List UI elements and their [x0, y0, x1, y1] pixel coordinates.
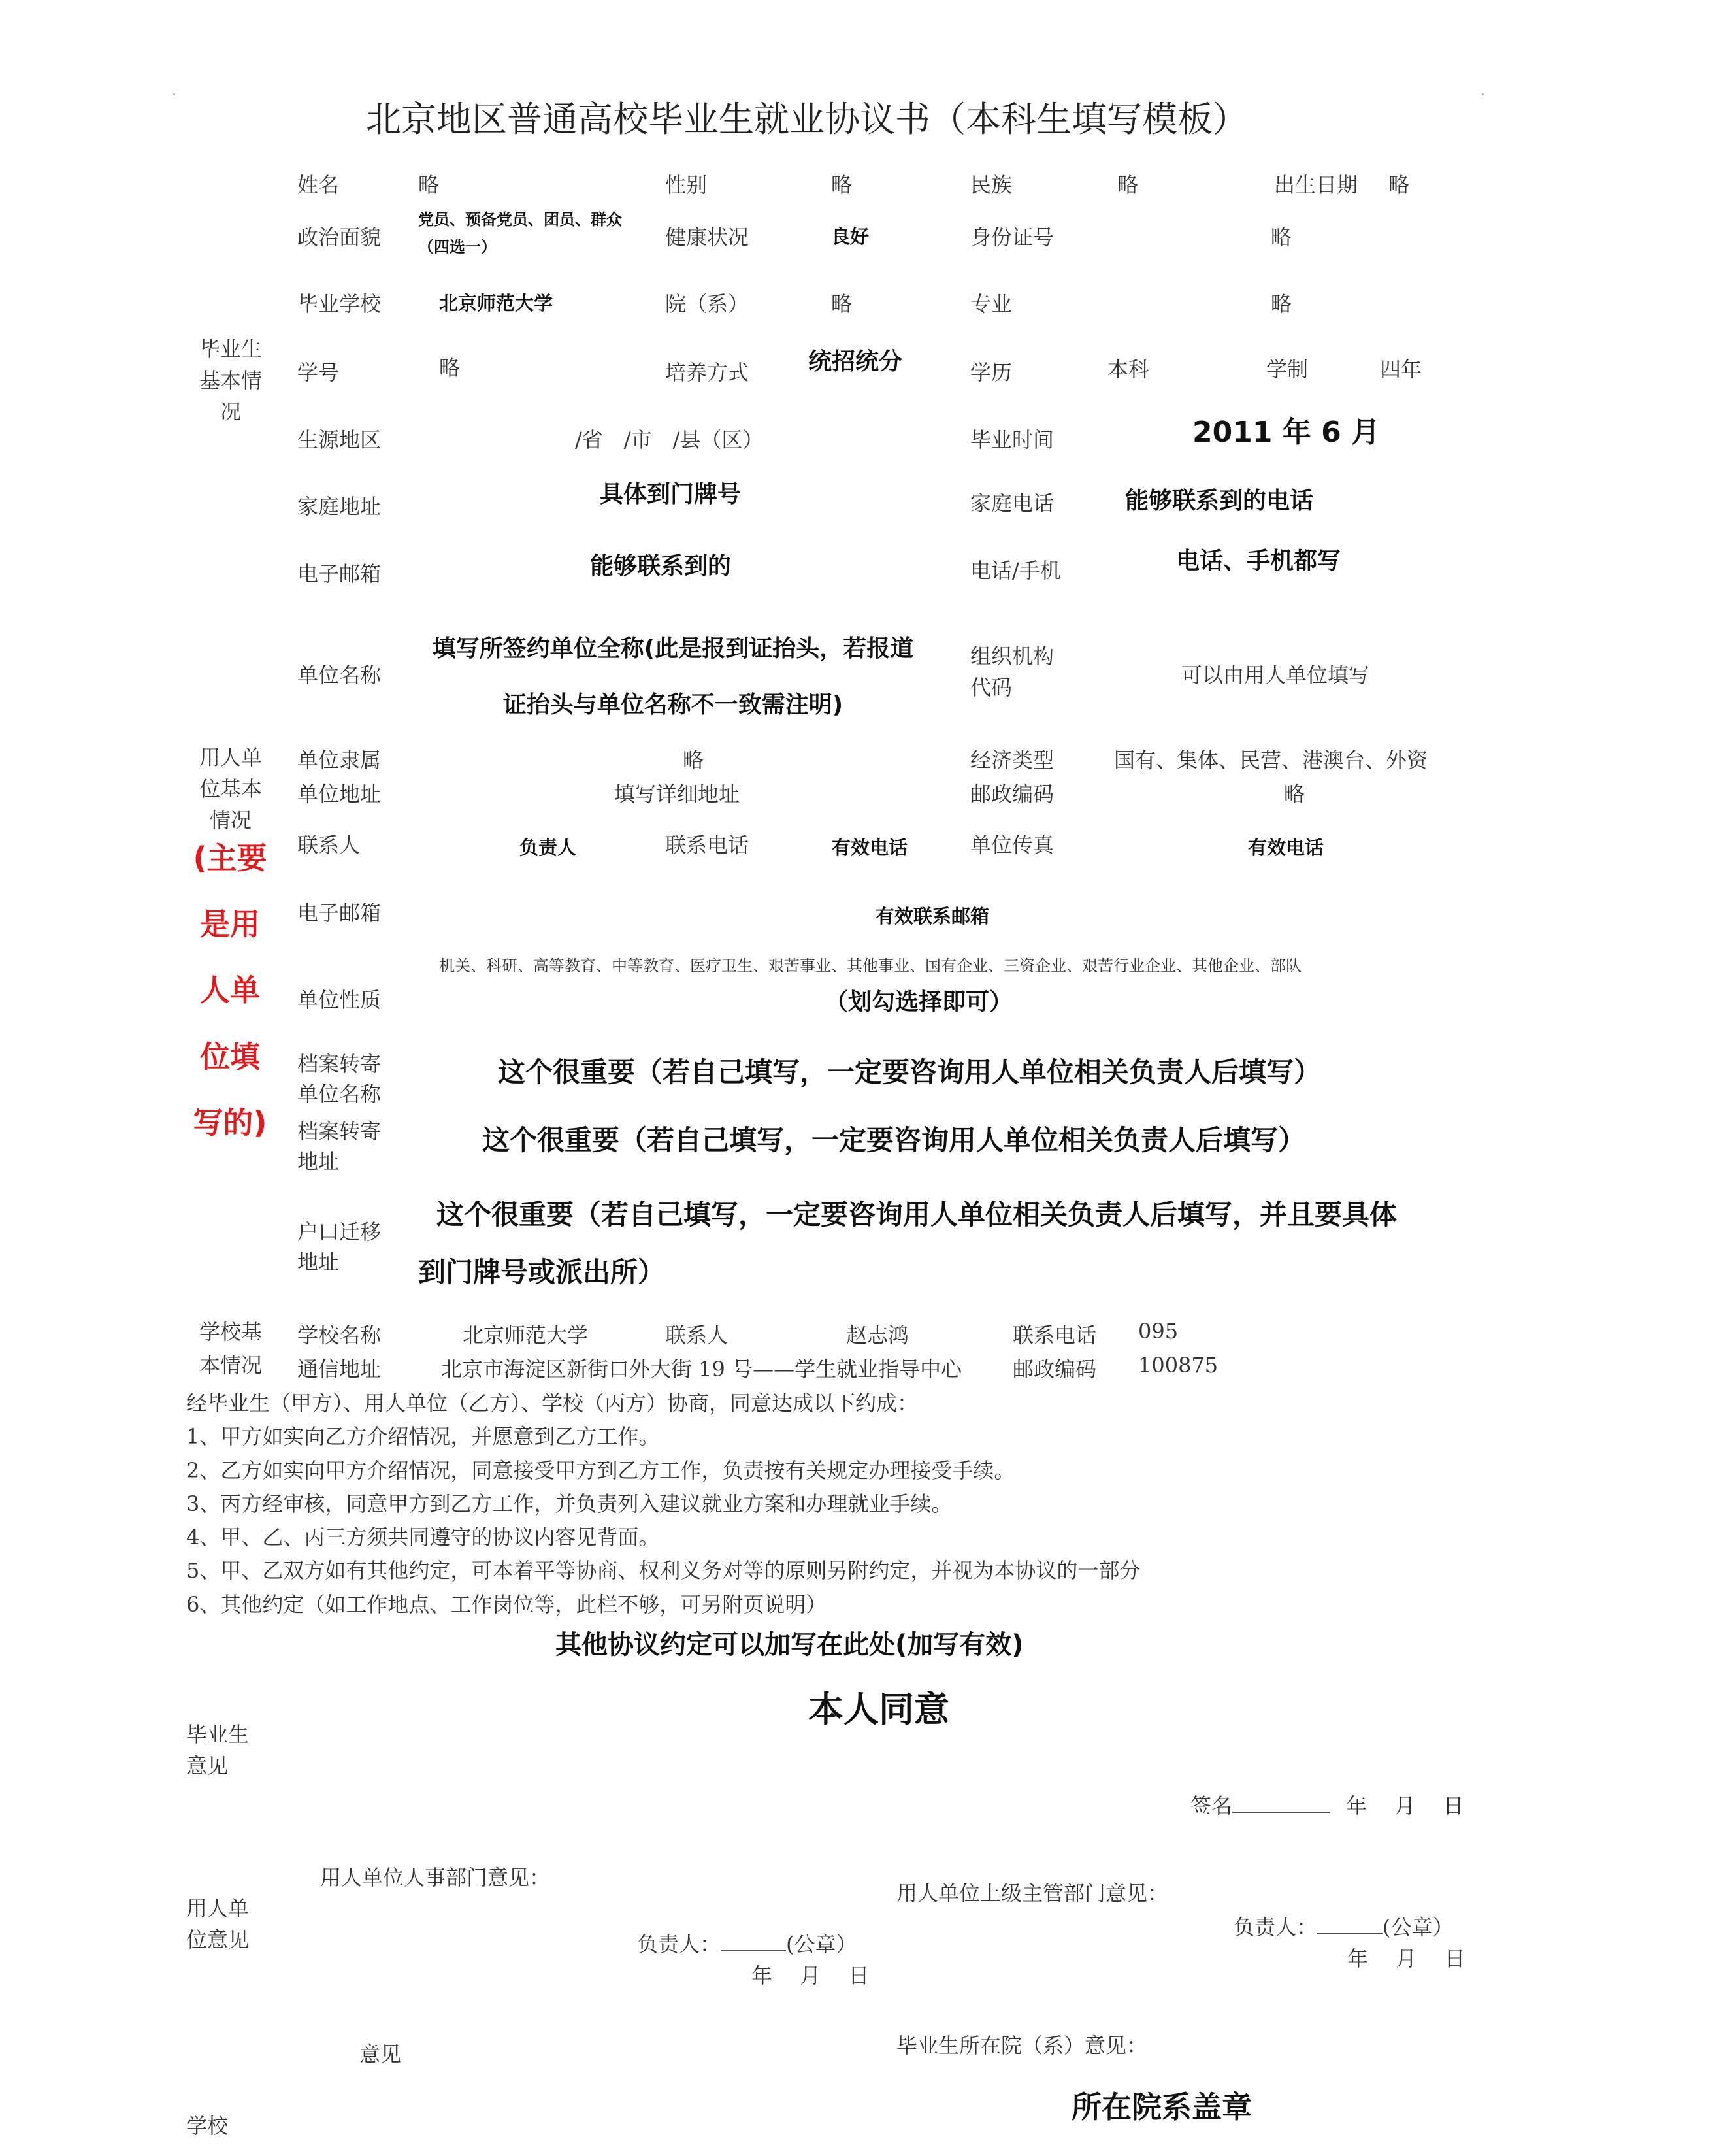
origin-label: 生源地区 — [297, 427, 382, 452]
employer-postcode-value: 略 — [1284, 782, 1305, 806]
nature-options: 机关、科研、高等教育、中等教育、医疗卫生、艰苦事业、其他事业、国有企业、三资企业、艰苦行业企业、其他企业、部队 — [439, 957, 1302, 975]
school-phone-value: 095 — [1138, 1319, 1179, 1344]
seal-label: (公章） — [1383, 1915, 1454, 1940]
agreement-item: 2、乙方如实向甲方介绍情况，同意接受甲方到乙方工作，负责按有关规定办理接受手续。 — [186, 1458, 1015, 1483]
graduate-signature — [1190, 1789, 1464, 1819]
employer-fill-note: (主要 是用 人单 位填 写的) — [193, 840, 267, 1140]
superior-responsible — [1234, 1911, 1454, 1941]
student-id-value: 略 — [439, 356, 461, 380]
superior-opinion-label: 用人单位上级主管部门意见： — [896, 1881, 1169, 1906]
health-label: 健康状况 — [665, 225, 749, 250]
duration-value: 四年 — [1380, 357, 1422, 382]
school-opinion-yijian: 意见 — [359, 2042, 402, 2066]
section-employer-info: 用人单 位基本 情况 — [199, 745, 262, 833]
gender-label: 性别 — [665, 173, 708, 197]
employer-address-value: 填写详细地址 — [614, 782, 740, 806]
econ-type-label: 经济类型 — [970, 748, 1055, 772]
employer-name-label: 单位名称 — [297, 663, 382, 688]
school-value: 北京师范大学 — [439, 292, 553, 314]
signature-label: 签名 — [1190, 1793, 1233, 1818]
id-label: 身份证号 — [970, 225, 1055, 250]
responsible-line[interactable] — [721, 1950, 786, 1951]
home-phone-value: 能够联系到的电话 — [1125, 488, 1314, 514]
archive-address-value: 这个很重要（若自己填写，一定要咨询用人单位相关负责人后填写） — [482, 1124, 1306, 1156]
orgcode-label: 组织机构代码 — [970, 644, 1055, 700]
home-address-value: 具体到门牌号 — [600, 481, 742, 508]
archive-unit-value: 这个很重要（若自己填写，一定要咨询用人单位相关负责人后填写） — [498, 1056, 1322, 1088]
responsible-line[interactable] — [1317, 1933, 1383, 1934]
dept-label: 院（系） — [665, 291, 749, 316]
training-value: 统招统分 — [808, 348, 903, 375]
employer-email-label: 电子邮箱 — [297, 901, 382, 925]
hukou-value: 这个很重要（若自己填写，一定要咨询用人单位相关负责人后填写，并且要具体到门牌号或派出所） — [418, 1199, 1398, 1289]
seal-label: (公章） — [786, 1932, 857, 1957]
school-postcode-label: 邮政编码 — [1013, 1357, 1097, 1382]
name-label: 姓名 — [297, 173, 340, 197]
gender-value: 略 — [831, 173, 853, 197]
email-label: 电子邮箱 — [297, 561, 382, 586]
employer-fax-value: 有效电话 — [1248, 837, 1324, 859]
gradtime-label: 毕业时间 — [970, 427, 1055, 452]
dept-value: 略 — [831, 291, 853, 316]
training-label: 培养方式 — [665, 360, 749, 385]
responsible-label: 负责人： — [637, 1932, 721, 1957]
archive-address-label: 档案转寄地址 — [297, 1119, 382, 1174]
mobile-label: 电话/手机 — [970, 558, 1061, 583]
agreement-item: 1、甲方如实向乙方介绍情况，并愿意到乙方工作。 — [186, 1424, 660, 1449]
hr-opinion-label: 用人单位人事部门意见： — [320, 1865, 551, 1890]
major-label: 专业 — [970, 291, 1013, 316]
section-graduate-info: 毕业生 基本情 况 — [199, 337, 262, 424]
signature-date: 年 月 日 — [1346, 1793, 1464, 1818]
scan-dot — [1482, 93, 1484, 95]
section-school-info: 学校基 本情况 — [199, 1319, 262, 1378]
responsible-label: 负责人： — [1234, 1915, 1318, 1940]
hr-responsible — [637, 1928, 857, 1958]
employer-postcode-label: 邮政编码 — [970, 782, 1055, 806]
agreement-item: 4、甲、乙、丙三方须共同遵守的协议内容见背面。 — [186, 1525, 660, 1550]
home-phone-label: 家庭电话 — [970, 491, 1055, 516]
hr-date: 年 月 日 — [751, 1963, 870, 1988]
birth-label: 出生日期 — [1274, 173, 1358, 197]
employer-address-label: 单位地址 — [297, 782, 382, 806]
affiliation-label: 单位隶属 — [297, 748, 382, 772]
ethnic-value: 略 — [1117, 173, 1139, 197]
duration-label: 学制 — [1266, 357, 1309, 382]
political-label: 政治面貌 — [297, 225, 382, 250]
ethnic-label: 民族 — [970, 173, 1013, 197]
school-address-label: 通信地址 — [297, 1357, 382, 1382]
dept-seal-text: 所在院系盖章 — [1072, 2089, 1252, 2125]
gradtime-value: 2011 年 6 月 — [1192, 416, 1381, 449]
agreement-item: 5、甲、乙双方如有其他约定，可本着平等协商、权利义务对等的原则另附约定，并视为本协议的一部分 — [186, 1558, 1141, 1583]
employer-name-value: 填写所签约单位全称(此是报到证抬头，若报道证抬头与单位名称不一致需注明) — [432, 635, 914, 719]
school-postcode-value: 100875 — [1138, 1353, 1219, 1378]
dept-opinion-label: 毕业生所在院（系）意见： — [896, 2033, 1148, 2058]
school-name-label: 学校名称 — [297, 1323, 382, 1348]
employer-contact-label: 联系人 — [297, 833, 361, 857]
graduate-agree-text: 本人同意 — [808, 1689, 949, 1730]
school-phone-label: 联系电话 — [1013, 1323, 1097, 1348]
nature-label: 单位性质 — [297, 987, 382, 1012]
birth-value: 略 — [1388, 173, 1410, 197]
school-contact-value: 赵志鸿 — [846, 1323, 909, 1348]
agreement-item: 3、丙方经审核，同意甲方到乙方工作，并负责列入建议就业方案和办理就业手续。 — [186, 1491, 953, 1516]
email-value: 能够联系到的 — [590, 553, 732, 580]
health-value: 良好 — [831, 225, 870, 248]
school-label: 毕业学校 — [297, 291, 382, 316]
agreement-intro: 经毕业生（甲方）、用人单位（乙方）、学校（丙方）协商，同意达成以下约成： — [186, 1391, 919, 1416]
school-opinion-label: 学校 — [186, 2114, 229, 2138]
name-value: 略 — [418, 173, 440, 197]
id-value: 略 — [1271, 225, 1292, 250]
employer-phone-value: 有效电话 — [832, 837, 908, 859]
origin-value: /省 /市 /县（区） — [575, 427, 764, 452]
school-contact-label: 联系人 — [665, 1323, 729, 1348]
employer-contact-value: 负责人 — [519, 837, 577, 859]
graduate-opinion-label: 毕业生意见 — [186, 1722, 250, 1778]
major-value: 略 — [1271, 291, 1292, 316]
superior-date: 年 月 日 — [1347, 1946, 1465, 1971]
agreement-item: 6、其他约定（如工作地点、工作岗位等，此栏不够，可另附页说明） — [186, 1592, 827, 1617]
page-title: 北京地区普通高校毕业生就业协议书（本科生填写模板） — [366, 99, 1248, 140]
orgcode-value: 可以由用人单位填写 — [1181, 663, 1370, 688]
scan-dot — [173, 93, 175, 95]
signature-line[interactable] — [1232, 1812, 1330, 1813]
affiliation-value: 略 — [683, 748, 704, 772]
nature-hint: （划勾选择即可） — [825, 989, 1013, 1016]
econ-type-value: 国有、集体、民营、港澳台、外资 — [1114, 748, 1428, 772]
degree-value: 本科 — [1107, 357, 1150, 382]
political-value: 党员、预备党员、团员、群众（四选一） — [418, 210, 622, 256]
degree-label: 学历 — [970, 360, 1013, 385]
home-address-label: 家庭地址 — [297, 494, 382, 519]
employer-opinion-label: 用人单位意见 — [186, 1896, 250, 1952]
employer-fax-label: 单位传真 — [970, 833, 1055, 857]
school-address-value: 北京市海淀区新街口外大街 19 号——学生就业指导中心 — [441, 1357, 962, 1382]
other-agreement-note: 其他协议约定可以加写在此处(加写有效) — [555, 1630, 1024, 1660]
archive-unit-label: 档案转寄单位名称 — [297, 1052, 382, 1107]
hukou-label: 户口迁移地址 — [297, 1219, 382, 1275]
employer-phone-label: 联系电话 — [665, 833, 749, 857]
mobile-value: 电话、手机都写 — [1176, 548, 1341, 574]
student-id-label: 学号 — [297, 360, 340, 385]
school-name-value: 北京师范大学 — [463, 1323, 589, 1348]
employer-email-value: 有效联系邮箱 — [876, 905, 990, 927]
